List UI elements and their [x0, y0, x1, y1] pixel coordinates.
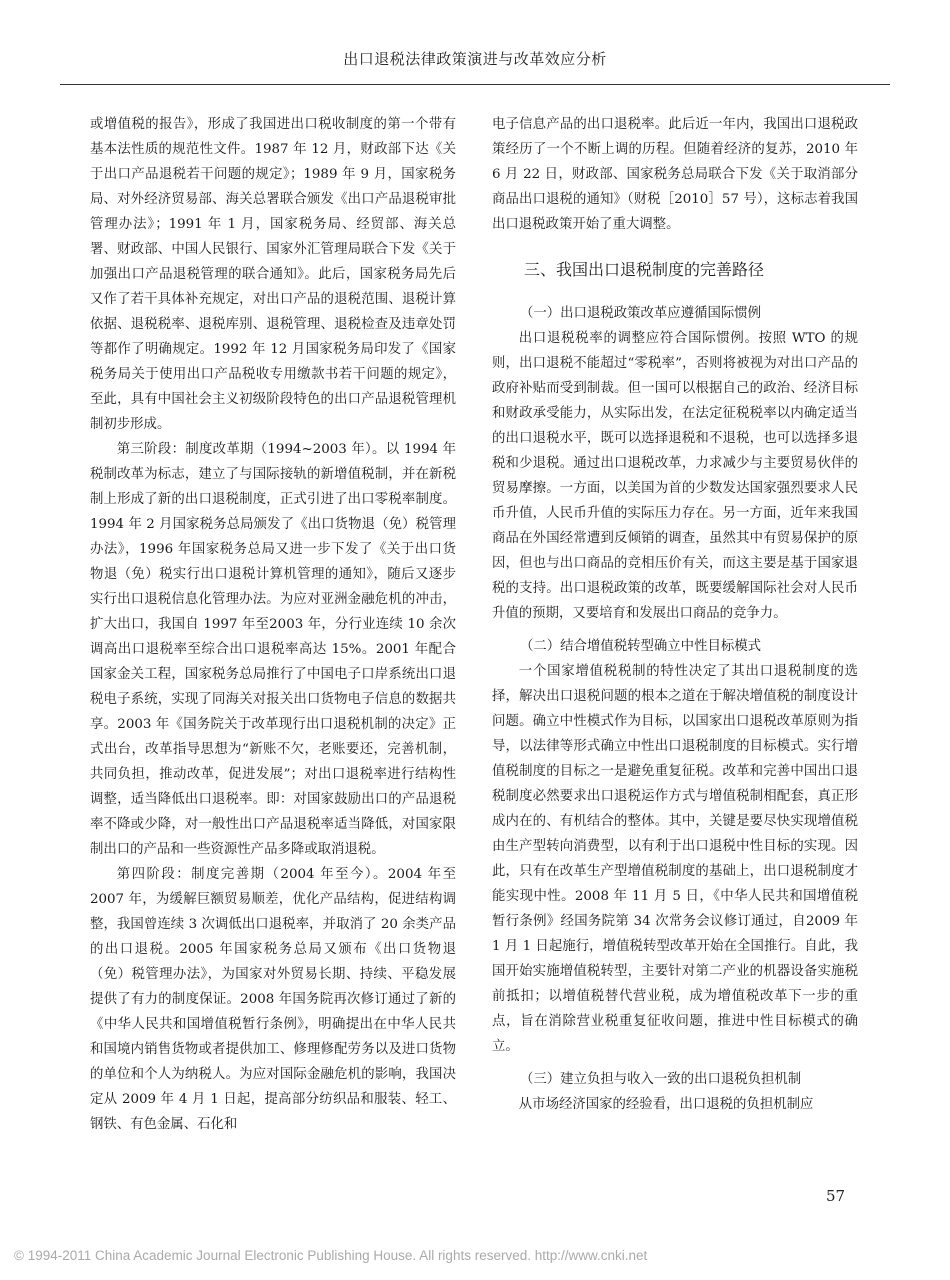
- copyright-footer: © 1994-2011 China Academic Journal Electronic Publishing House. All rights reserved. http://www.cnki.net: [14, 1248, 648, 1263]
- right-column: [492, 112, 858, 1117]
- section-heading: 三、我国出口退税制度的完善路径: [524, 260, 765, 279]
- page-number: 57: [826, 1187, 846, 1205]
- paragraph: 或增值税的报告》，形成了我国进出口税收制度的第一个带有基本法性质的规范性文件。1987 年 12 月，财政部下达《关于出口产品退税若干问题的规定》；1989 年 9 月，国家税务局、对外经济贸易部、海关总署联合颁发《出口产品退税审批管理办法》；1991 年 1 月，国家税务局、经贸部、海关总署、财政部、中国人民银行、国家外汇管理局联合下发《关于加强出口产品退税管理的联合通知》。此后，国家税务局先后又作了若干具体补充规定，对出口产品的退税范围、退税计算依据、退税税率、退税库别、退税管理、退税检查及违章处罚等都作了明确规定。1992 年 12 月国家税务局印发了《国家税务局关于使用出口产品税收专用缴款书若干问题的规定》，至此，具有中国社会主义初级阶段特色的出口产品退税管理机制初步形成。: [90, 117, 456, 432]
- journal-article-title: 出口退税法律政策演进与改革效应分析: [343, 50, 607, 68]
- paragraph: 从市场经济国家的经验看，出口退税的负担机制应: [518, 1097, 814, 1112]
- subsection-heading: （三）建立负担与收入一致的出口退税负担机制: [520, 1072, 802, 1087]
- running-header: [0, 0, 950, 86]
- paragraph: 出口退税税率的调整应符合国际惯例。按照 WTO 的规则，出口退税不能超过“零税率”，否则将被视为对出口产品的政府补贴而受到制裁。但一国可以根据自己的政治、经济目标和财政承受能力，从实际出发，在法定征税税率以内确定适当的出口退税水平，既可以选择退税和不退税，也可以选择多退税和少退税。通过出口退税改革，力求减少与主要贸易伙伴的贸易摩擦。一方面，以美国为首的少数发达国家强烈要求人民币升值，人民币升值的实际压力存在。另一方面，近年来我国商品在外国经常遭到反倾销的调查，虽然其中有贸易保护的原因，但也与出口商品的竞相压价有关，而这主要是基于国家退税的支持。出口退税政策的改革，既要缓解国际社会对人民币升值的预期，又要培育和发展出口商品的竞争力。: [492, 331, 858, 621]
- subsection-heading: （一）出口退税政策改革应遵循国际惯例: [520, 306, 762, 321]
- left-column: [90, 112, 456, 1137]
- paragraph: 第三阶段：制度改革期（1994~2003 年）。以 1994 年税制改革为标志，建立了与国际接轨的新增值税制，并在新税制上形成了新的出口退税制度，正式引进了出口零税率制度。1994 年 2 月国家税务总局颁发了《出口货物退（免）税管理办法》，1996 年国家税务总局又进一步下发了《关于出口货物退（免）税实行出口退税计算机管理的通知》，随后又逐步实行出口退税信息化管理办法。为应对亚洲金融危机的冲击，扩大出口，我国自 1997 年至2003 年，分行业连续 10 余次调高出口退税率至综合出口退税率高达 15%。2001 年配合国家金关工程，国家税务总局推行了中国电子口岸系统出口退税电子系统，实现了同海关对报关出口货物电子信息的数据共享。2003 年《国务院关于改革现行出口退税机制的决定》正式出台，改革指导思想为“新账不欠，老账要还，完善机制，共同负担，推动改革，促进发展”；对出口退税率进行结构性调整，适当降低出口退税率。即：对国家鼓励出口的产品退税率不降或少降，对一般性出口产品退税率适当降低，对国家限制出口的产品和一些资源性产品多降或取消退税。: [90, 442, 456, 857]
- paragraph: 电子信息产品的出口退税率。此后近一年内，我国出口退税政策经历了一个不断上调的历程。但随着经济的复苏，2010 年 6 月 22 日，财政部、国家税务总局联合下发《关于取消部分商品出口退税的通知》（财税［2010］57 号），这标志着我国出口退税政策开始了重大调整。: [492, 117, 858, 232]
- paragraph: 第四阶段：制度完善期（2004 年至今）。2004 年至2007 年，为缓解巨额贸易顺差，优化产品结构，促进结构调整，我国曾连续 3 次调低出口退税率，并取消了 20 余类产品的出口退税。2005 年国家税务总局又颁布《出口货物退（免）税管理办法》，为国家对外贸易长期、持续、平稳发展提供了有力的制度保证。2008 年国务院再次修订通过了新的《中华人民共和国增值税暂行条例》，明确提出在中华人民共和国境内销售货物或者提供加工、修理修配劳务以及进口货物的单位和个人为纳税人。为应对国际金融危机的影响，我国决定从 2009 年 4 月 1 日起，提高部分纺织品和服装、轻工、钢铁、有色金属、石化和: [90, 867, 456, 1132]
- paragraph: 一个国家增值税税制的特性决定了其出口退税制度的选择，解决出口退税问题的根本之道在于解决增值税的制度设计问题。确立中性模式作为目标，以国家出口退税改革原则为指导，以法律等形式确立中性出口退税制度的目标模式。实行增值税制度的目标之一是避免重复征税。改革和完善中国出口退税制度必然要求出口退税运作方式与增值税制相配套，真正形成内在的、有机结合的整体。其中，关键是要尽快实现增值税由生产型转向消费型，以有利于出口退税中性目标的实现。因此，只有在改革生产型增值税制度的基础上，出口退税制度才能实现中性。2008 年 11 月 5 日，《中华人民共和国增值税暂行条例》经国务院第 34 次常务会议修订通过，自2009 年 1 月 1 日起施行，增值税转型改革开始在全国推行。自此，我国开始实施增值税转型，主要针对第二产业的机器设备实施税前抵扣；以增值税替代营业税，成为增值税改革下一步的重点，旨在消除营业税重复征收问题，推进中性目标模式的确立。: [492, 664, 858, 1054]
- header-divider: [60, 84, 890, 85]
- subsection-heading: （二）结合增值税转型确立中性目标模式: [520, 639, 762, 654]
